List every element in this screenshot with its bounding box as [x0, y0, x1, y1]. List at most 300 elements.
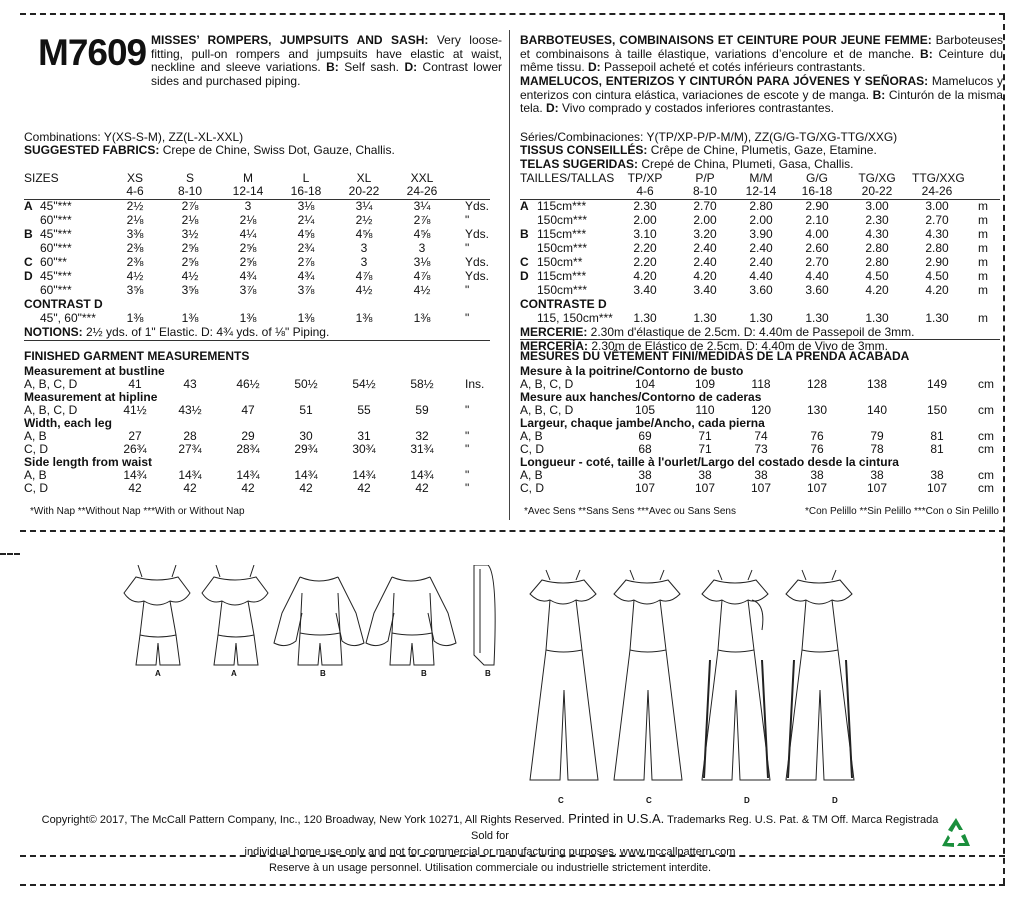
romper-a-back-illustration: [202, 565, 268, 665]
unit: ": [465, 403, 470, 417]
garment-label: A: [231, 669, 237, 678]
unit: ": [465, 283, 470, 297]
yardage-value: 4½: [413, 283, 431, 297]
measurement-value: 73: [754, 442, 768, 456]
yardage-value: 3⅛: [297, 199, 315, 213]
size-number: 12-14: [232, 184, 264, 198]
yardage-value: 2.90: [925, 255, 949, 269]
measurement-value: 47: [241, 403, 255, 417]
fabric-width: 45"***: [40, 269, 72, 283]
measurement-value: 81: [930, 429, 944, 443]
measurement-views: C, D: [520, 442, 544, 456]
fabric-width: 150cm***: [537, 213, 588, 227]
measurement-value: 107: [694, 481, 716, 495]
yardage-value: 1⅜: [181, 311, 199, 325]
yardage-value: 2¾: [297, 241, 315, 255]
measurement-value: 27: [128, 429, 142, 443]
measurement-value: 26¾: [123, 442, 147, 456]
yardage-value: 2⅝: [239, 241, 257, 255]
suggested-fabrics-es: TELAS SUGERIDAS: Crepé de China, Plumeti, Gasa, Challis.: [520, 157, 854, 171]
measurement-value: 120: [750, 403, 772, 417]
measurement-value: 74: [754, 429, 768, 443]
view-letter: A: [24, 199, 33, 213]
measurement-value: 14¾: [123, 468, 147, 482]
measurement-title: Longueur - coté, taille à l'ourlet/Largo del costado desde la cintura: [520, 455, 899, 469]
combinations: Séries/Combinaciones: Y(TP/XP-P/P-M/M), ZZ(G/G-TG/XG-TTG/XXG): [520, 130, 898, 144]
yardage-value: 4½: [181, 269, 199, 283]
unit: cm: [978, 481, 994, 495]
measurement-value: 107: [926, 481, 948, 495]
yardage-value: 4.40: [749, 269, 773, 283]
view-letter: A: [520, 199, 529, 213]
yardage-value: 2.80: [925, 241, 949, 255]
yardage-value: 2.70: [693, 199, 717, 213]
measurement-value: 41½: [123, 403, 147, 417]
measurement-value: 118: [751, 377, 771, 391]
measurement-value: 110: [695, 403, 715, 417]
measurement-value: 28¾: [236, 442, 260, 456]
garment-label: B: [320, 669, 326, 678]
measurement-title: Measurement at bustline: [24, 364, 165, 378]
table-rule: [520, 339, 1000, 340]
yardage-value: 4.00: [805, 227, 829, 241]
yardage-value: 2.80: [865, 255, 889, 269]
measurement-views: A, B: [520, 429, 543, 443]
measurement-value: 41: [128, 377, 142, 391]
view-letter: B: [520, 227, 529, 241]
finished-measurements-title: FINISHED GARMENT MEASUREMENTS: [24, 349, 250, 363]
unit: m: [978, 213, 988, 227]
yardage-value: 2.70: [925, 213, 949, 227]
measurement-value: 27¾: [178, 442, 202, 456]
measurement-views: A, B, C, D: [520, 377, 574, 391]
measurement-value: 149: [926, 377, 948, 391]
yardage-value: 3.20: [693, 227, 717, 241]
contrast-label: CONTRAST D: [24, 297, 103, 311]
garment-label: A: [155, 669, 161, 678]
yardage-value: 2.40: [693, 241, 717, 255]
measurement-value: 71: [698, 442, 712, 456]
size-number: 8-10: [177, 184, 203, 198]
measurement-value: 29¾: [294, 442, 318, 456]
yardage-value: 2½: [355, 213, 373, 227]
jumpsuit-c-front-illustration: [530, 570, 598, 780]
measurement-value: 14¾: [294, 468, 318, 482]
measurement-views: A, B: [520, 468, 543, 482]
measurement-value: 76: [810, 429, 824, 443]
measurement-value: 104: [634, 377, 656, 391]
measurement-value: 28: [183, 429, 197, 443]
cut-line-right: [1003, 14, 1005, 884]
unit: m: [978, 269, 988, 283]
view-letter: D: [24, 269, 33, 283]
measurement-value: 50½: [294, 377, 318, 391]
yardage-value: 2.10: [805, 213, 829, 227]
yardage-value: 1⅜: [239, 311, 257, 325]
measurement-value: 38: [698, 468, 712, 482]
measurement-title: Mesure à la poitrine/Contorno de busto: [520, 364, 744, 378]
measurement-views: A, B: [24, 468, 47, 482]
romper-a-front-illustration: [124, 565, 190, 665]
unit: m: [978, 255, 988, 269]
yardage-value: 4.20: [633, 269, 657, 283]
size-number: 16-18: [801, 184, 833, 198]
measurement-value: 78: [870, 442, 884, 456]
description-en: MISSES’ ROMPERS, JUMPSUITS AND SASH: Very loose-fitting, pull-on rompers and jumpsuits have elastic at waist, neckline and sleeve variations. B: Self sash. D: Contrast lower sides and purchased piping.: [151, 33, 502, 88]
measurement-value: 76: [810, 442, 824, 456]
nap-footnote-es: *Con Pelillo **Sin Pelillo ***Con o Sin Pelillo: [805, 506, 999, 517]
yardage-value: 4.30: [865, 227, 889, 241]
yardage-value: 2.40: [693, 255, 717, 269]
measurement-value: 38: [754, 468, 768, 482]
suggested-fabrics: SUGGESTED FABRICS: Crepe de Chine, Swiss Dot, Gauze, Challis.: [24, 143, 395, 157]
yardage-value: 3: [360, 241, 368, 255]
yardage-value: 4⅞: [355, 269, 373, 283]
measurement-value: 107: [750, 481, 772, 495]
unit: cm: [978, 403, 994, 417]
measurement-value: 14¾: [236, 468, 260, 482]
measurement-value: 107: [806, 481, 828, 495]
garment-label: B: [421, 669, 427, 678]
unit: ": [465, 429, 470, 443]
yardage-value: 3⅞: [297, 283, 315, 297]
unit: Ins.: [465, 377, 485, 391]
measurement-value: 107: [634, 481, 656, 495]
measurement-title: Mesure aux hanches/Contorno de caderas: [520, 390, 762, 404]
yardage-value: 1⅜: [126, 311, 144, 325]
notions: NOTIONS: 2½ yds. of 1" Elastic. D: 4¾ yds. of ⅛" Piping.: [24, 325, 330, 339]
yardage-value: 2.20: [633, 255, 657, 269]
measurement-views: C, D: [24, 442, 48, 456]
yardage-value: 3.40: [693, 283, 717, 297]
measurement-value: 14¾: [410, 468, 434, 482]
measurement-value: 29: [241, 429, 255, 443]
measurement-value: 150: [926, 403, 948, 417]
yardage-value: 2.30: [633, 199, 657, 213]
measurement-title: Side length from waist: [24, 455, 153, 469]
size-number: 20-22: [861, 184, 893, 198]
yardage-value: 2.30: [865, 213, 889, 227]
yardage-value: 2.70: [805, 255, 829, 269]
contrast-width: 45", 60"***: [40, 311, 96, 325]
size-number: 20-22: [348, 184, 380, 198]
measurement-value: 58½: [410, 377, 434, 391]
jumpsuit-d-back-illustration: [786, 570, 854, 780]
yardage-value: 4⅝: [297, 227, 315, 241]
garment-label: D: [832, 796, 838, 805]
yardage-value: 2.20: [633, 241, 657, 255]
yardage-value: 2.40: [749, 241, 773, 255]
size-header: M: [243, 171, 253, 185]
measurement-value: 42: [183, 481, 197, 495]
measurement-value: 38: [810, 468, 824, 482]
yardage-value: 2⅞: [413, 213, 431, 227]
view-letter: C: [24, 255, 33, 269]
measurement-value: 71: [698, 429, 712, 443]
measurement-value: 30¾: [352, 442, 376, 456]
yardage-value: 1.30: [633, 311, 657, 325]
size-number: 12-14: [745, 184, 777, 198]
measurement-value: 54½: [352, 377, 376, 391]
yardage-value: 3⅞: [239, 283, 257, 297]
merceria-es: MERCERÍA: 2.30m de Elástico de 2.5cm. D: 4.40m de Vivo de 3mm.: [520, 339, 888, 353]
garment-illustrations: [110, 565, 910, 815]
yardage-value: 1⅜: [355, 311, 373, 325]
view-letter: C: [520, 255, 529, 269]
measurement-views: A, B, C, D: [24, 403, 78, 417]
yardage-value: 3: [418, 241, 426, 255]
fabric-width: 115cm***: [537, 199, 587, 213]
cut-line-top: [20, 13, 1005, 15]
measurement-value: 138: [866, 377, 888, 391]
unit: Yds.: [465, 255, 490, 269]
sizes-label: TAILLES/TALLAS: [520, 171, 615, 185]
yardage-value: 4⅝: [413, 227, 431, 241]
measurement-value: 130: [806, 403, 828, 417]
measurement-value: 42: [241, 481, 255, 495]
yardage-value: 4.40: [805, 269, 829, 283]
size-header: S: [185, 171, 194, 185]
yardage-value: 1.30: [805, 311, 829, 325]
description-fr: BARBOTEUSES, COMBINAISONS ET CEINTURE POUR JEUNE FEMME: Barboteuses et combinaisons à taille élastique, variations d’encolure et de manche. B: Ceinture du même tissu. D: Passepoil acheté et cotés inférieurs contrastants.: [520, 33, 1003, 74]
yardage-value: 2⅛: [239, 213, 257, 227]
yardage-value: 3½: [181, 227, 199, 241]
yardage-value: 3: [360, 255, 368, 269]
yardage-value: 4¾: [239, 269, 257, 283]
yardage-value: 3.60: [805, 283, 829, 297]
pattern-number: M7609: [38, 32, 147, 73]
measurement-value: 43: [183, 377, 197, 391]
size-header: M/M: [749, 171, 773, 185]
yardage-value: 4.20: [925, 283, 949, 297]
measurement-value: 109: [694, 377, 716, 391]
contrast-label: CONTRASTE D: [520, 297, 607, 311]
yardage-value: 4½: [355, 283, 373, 297]
combinations: Combinations: Y(XS-S-M), ZZ(L-XL-XXL): [24, 130, 244, 144]
unit: Yds.: [465, 227, 490, 241]
measurement-title: Width, each leg: [24, 416, 112, 430]
finished-measurements-title: MESURES DU VÊTEMENT FINI/MEDIDAS DE LA PRENDA ACABADA: [520, 349, 910, 363]
measurement-value: 69: [638, 429, 652, 443]
yardage-value: 3.00: [865, 199, 889, 213]
measurement-value: 38: [930, 468, 944, 482]
fabric-width: 60"**: [40, 255, 67, 269]
unit: ": [465, 213, 470, 227]
measurement-value: 43½: [178, 403, 202, 417]
yardage-value: 2.60: [805, 241, 829, 255]
yardage-value: 4½: [126, 269, 144, 283]
size-number: 16-18: [290, 184, 322, 198]
yardage-value: 4.20: [693, 269, 717, 283]
yardage-value: 4⅞: [413, 269, 431, 283]
yardage-value: 2.90: [805, 199, 829, 213]
yardage-value: 2⅝: [239, 255, 257, 269]
yardage-value: 2½: [126, 199, 144, 213]
romper-b-back-illustration: [366, 577, 456, 665]
fabric-width: 150cm**: [537, 255, 583, 269]
yardage-value: 1.30: [925, 311, 949, 325]
measurement-value: 42: [415, 481, 429, 495]
size-header: TTG/XXG: [912, 171, 965, 185]
contrast-width: 115, 150cm***: [537, 311, 613, 325]
measurement-title: Measurement at hipline: [24, 390, 158, 404]
yardage-value: 2⅞: [181, 199, 199, 213]
copyright-footer: Copyright© 2017, The McCall Pattern Company, Inc., 120 Broadway, New York 10271, All Rights Reserved. Printed in U.S.A. Trademarks Reg. U.S. Pat. & TM Off. Marca Registrada Sold for individual home use only and not for commercial or manufacturing purposes. www.mccallpattern.com Reserve à un usage personnel. Utilisation commerciale ou industrielle strictement interdite.: [41, 811, 939, 874]
yardage-value: 1⅜: [297, 311, 315, 325]
fabric-width: 115cm***: [537, 227, 587, 241]
size-header: XS: [126, 171, 143, 185]
unit: cm: [978, 429, 994, 443]
measurement-value: 81: [930, 442, 944, 456]
yardage-value: 2⅜: [126, 241, 144, 255]
unit: cm: [978, 442, 994, 456]
unit: ": [465, 468, 470, 482]
measurement-value: 42: [128, 481, 142, 495]
jumpsuit-d-front-illustration: [702, 570, 770, 780]
unit: m: [978, 227, 988, 241]
yardage-value: 4¼: [239, 227, 257, 241]
yardage-value: 4.50: [865, 269, 889, 283]
yardage-value: 2⅝: [181, 241, 199, 255]
unit: m: [978, 311, 988, 325]
measurement-value: 46½: [236, 377, 260, 391]
cut-line-bottom: [20, 884, 1005, 886]
unit: m: [978, 199, 988, 213]
size-header: TG/XG: [858, 171, 896, 185]
measurement-value: 128: [806, 377, 828, 391]
yardage-value: 2⅛: [126, 213, 144, 227]
measurement-value: 79: [870, 429, 884, 443]
fabric-width: 45"***: [40, 199, 72, 213]
garment-label: D: [744, 796, 750, 805]
measurement-title: Largeur, chaque jambe/Ancho, cada pierna: [520, 416, 765, 430]
measurement-value: 32: [415, 429, 429, 443]
unit: ": [465, 481, 470, 495]
recycle-icon: [937, 816, 975, 852]
garment-label: C: [558, 796, 564, 805]
column-divider: [509, 30, 510, 520]
size-header: L: [302, 171, 310, 185]
unit: ": [465, 442, 470, 456]
measurement-value: 105: [634, 403, 656, 417]
yardage-value: 2.80: [865, 241, 889, 255]
size-header: TP/XP: [627, 171, 663, 185]
measurement-value: 14¾: [352, 468, 376, 482]
size-header: P/P: [695, 171, 715, 185]
size-number: 24-26: [406, 184, 438, 198]
yardage-value: 4¾: [297, 269, 315, 283]
cut-mark-left: [0, 553, 20, 555]
measurement-value: 59: [415, 403, 429, 417]
yardage-value: 3⅝: [181, 283, 199, 297]
yardage-value: 3¼: [413, 199, 431, 213]
yardage-value: 2.00: [633, 213, 657, 227]
sizes-label: SIZES: [24, 171, 59, 185]
yardage-value: 4.20: [865, 283, 889, 297]
yardage-value: 3: [244, 199, 252, 213]
yardage-value: 4.30: [925, 227, 949, 241]
yardage-value: 3⅛: [413, 255, 431, 269]
measurement-value: 51: [299, 403, 313, 417]
yardage-value: 2¼: [297, 213, 315, 227]
yardage-value: 3⅜: [126, 227, 144, 241]
unit: m: [978, 283, 988, 297]
measurement-views: C, D: [520, 481, 544, 495]
sash-b-illustration: [474, 565, 495, 665]
yardage-value: 3⅝: [126, 283, 144, 297]
measurement-value: 38: [638, 468, 652, 482]
nap-footnote-fr: *Avec Sens **Sans Sens ***Avec ou Sans Sens: [524, 506, 736, 517]
yardage-value: 2.80: [749, 199, 773, 213]
nap-footnote: *With Nap **Without Nap ***With or Without Nap: [30, 506, 245, 517]
fabric-width: 150cm***: [537, 283, 588, 297]
fabric-width: 60"***: [40, 213, 72, 227]
unit: cm: [978, 377, 994, 391]
description-es: MAMELUCOS, ENTERIZOS Y CINTURÓN PARA JÓVENES Y SEÑORAS: Mamelucos y enterizos con cintura elástica, variaciones de escote y de manga. B: Cinturón de la misma tela. D: Vivo comprado y costados inferiores contrastantes.: [520, 74, 1003, 115]
yardage-value: 3.10: [633, 227, 657, 241]
unit: Yds.: [465, 269, 490, 283]
size-number: 24-26: [921, 184, 953, 198]
unit: ": [465, 311, 470, 325]
measurement-views: A, B: [24, 429, 47, 443]
fabric-width: 115cm***: [537, 269, 587, 283]
measurement-value: 68: [638, 442, 652, 456]
size-header: XL: [356, 171, 372, 185]
measurement-value: 55: [357, 403, 371, 417]
cut-line-middle: [20, 530, 1005, 532]
measurement-views: A, B, C, D: [24, 377, 78, 391]
unit: ": [465, 241, 470, 255]
measurement-value: 140: [866, 403, 888, 417]
yardage-value: 1.30: [865, 311, 889, 325]
fabric-width: 60"***: [40, 241, 72, 255]
measurement-value: 30: [299, 429, 313, 443]
fabric-width: 150cm***: [537, 241, 588, 255]
measurement-value: 14¾: [178, 468, 202, 482]
size-number: 4-6: [636, 184, 654, 198]
garment-label: B: [485, 669, 491, 678]
view-letter: D: [520, 269, 529, 283]
jumpsuit-c-back-illustration: [614, 570, 682, 780]
garment-label: C: [646, 796, 652, 805]
mercerie-fr: MERCERIE: 2.30m d'élastique de 2.5cm. D: 4.40m de Passepoil de 3mm.: [520, 325, 915, 339]
measurement-value: 38: [870, 468, 884, 482]
yardage-value: 1.30: [693, 311, 717, 325]
yardage-value: 3¼: [355, 199, 373, 213]
measurement-value: 42: [299, 481, 313, 495]
yardage-value: 3.60: [749, 283, 773, 297]
yardage-value: 2⅜: [126, 255, 144, 269]
measurement-value: 42: [357, 481, 371, 495]
unit: cm: [978, 468, 994, 482]
suggested-fabrics-fr: TISSUS CONSEILLÉS: Crêpe de Chine, Plumetis, Gaze, Etamine.: [520, 143, 877, 157]
yardage-value: 3.90: [749, 227, 773, 241]
fabric-width: 60"***: [40, 283, 72, 297]
unit: m: [978, 241, 988, 255]
yardage-value: 3.00: [925, 199, 949, 213]
measurement-value: 31: [357, 429, 371, 443]
yardage-value: 2⅛: [181, 213, 199, 227]
size-header: G/G: [805, 171, 828, 185]
measurement-views: C, D: [24, 481, 48, 495]
yardage-value: 3.40: [633, 283, 657, 297]
size-number: 4-6: [126, 184, 144, 198]
yardage-value: 2.40: [749, 255, 773, 269]
unit: Yds.: [465, 199, 490, 213]
table-rule: [24, 340, 490, 341]
yardage-value: 2⅞: [297, 255, 315, 269]
yardage-value: 1⅜: [413, 311, 431, 325]
